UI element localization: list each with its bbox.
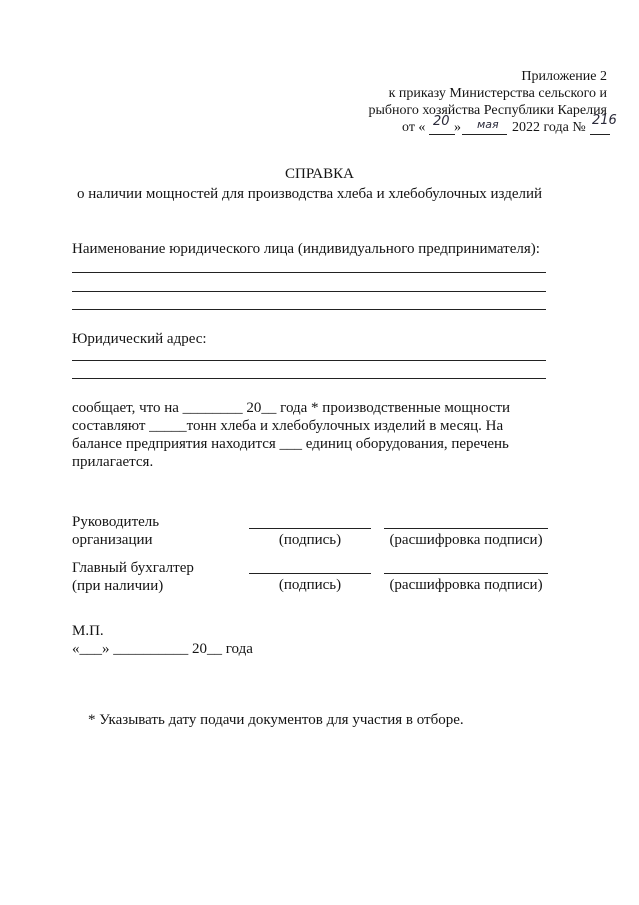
accountant-decoding-line[interactable] [384, 573, 548, 574]
entity-line-3[interactable] [72, 309, 546, 310]
handwritten-order-number: 216 [592, 113, 617, 128]
date-open-quote: от « [402, 120, 426, 135]
head-signature-line[interactable] [249, 528, 371, 529]
year-and-number-sign: 2022 года № [512, 120, 586, 135]
body-line-3: балансе предприятия находится ___ единиц оборудования, перечень [72, 436, 509, 452]
handwritten-day: 20 [433, 114, 450, 129]
head-signature-caption: (подпись) [278, 532, 342, 548]
accountant-signature-caption: (подпись) [278, 577, 342, 593]
accountant-decoding-caption: (расшифровка подписи) [389, 577, 543, 593]
day-underline [429, 134, 455, 135]
head-label [72, 513, 159, 549]
handwritten-month: мая [477, 118, 499, 131]
footnote: * Указывать дату подачи документов для участия в отборе. [88, 712, 464, 728]
appendix-order-line: к приказу Министерства сельского и [388, 86, 607, 101]
accountant-label-line-1: Главный бухгалтер [72, 560, 194, 576]
address-label: Юридический адрес: [72, 331, 207, 347]
body-line-1: сообщает, что на ________ 20__ года * производственные мощности [72, 400, 511, 416]
accountant-label-line-2: (при наличии) [72, 578, 164, 594]
month-underline [462, 134, 507, 135]
head-label-line-1: Руководитель [72, 514, 160, 530]
accountant-label [72, 559, 194, 595]
page-subtitle: о наличии мощностей для производства хлеба и хлебобулочных изделий [76, 186, 543, 202]
entity-name-label: Наименование юридического лица (индивидуального предпринимателя): [72, 241, 540, 257]
head-decoding-caption: (расшифровка подписи) [389, 532, 543, 548]
stamp-date-line: «___» __________ 20__ года [72, 641, 253, 657]
body-line-2: составляют _____тонн хлеба и хлебобулочных изделий в месяц. На [72, 418, 504, 434]
number-underline [590, 134, 610, 135]
stamp-label: М.П. [72, 623, 104, 639]
appendix-block [267, 68, 607, 119]
appendix-title: Приложение 2 [521, 69, 607, 84]
appendix-date-line [402, 113, 617, 137]
entity-line-2[interactable] [72, 291, 546, 292]
address-line-1[interactable] [72, 360, 546, 361]
address-line-2[interactable] [72, 378, 546, 379]
head-label-line-2: организации [72, 532, 153, 548]
entity-line-1[interactable] [72, 272, 546, 273]
page-title: СПРАВКА [285, 166, 354, 182]
body-line-4: прилагается. [72, 454, 154, 470]
body-paragraph [72, 399, 550, 471]
accountant-signature-line[interactable] [249, 573, 371, 574]
appendix-ministry-line: рыбного хозяйства Республики Карелия [368, 103, 607, 118]
date-close-quote: » [454, 120, 461, 135]
head-decoding-line[interactable] [384, 528, 548, 529]
